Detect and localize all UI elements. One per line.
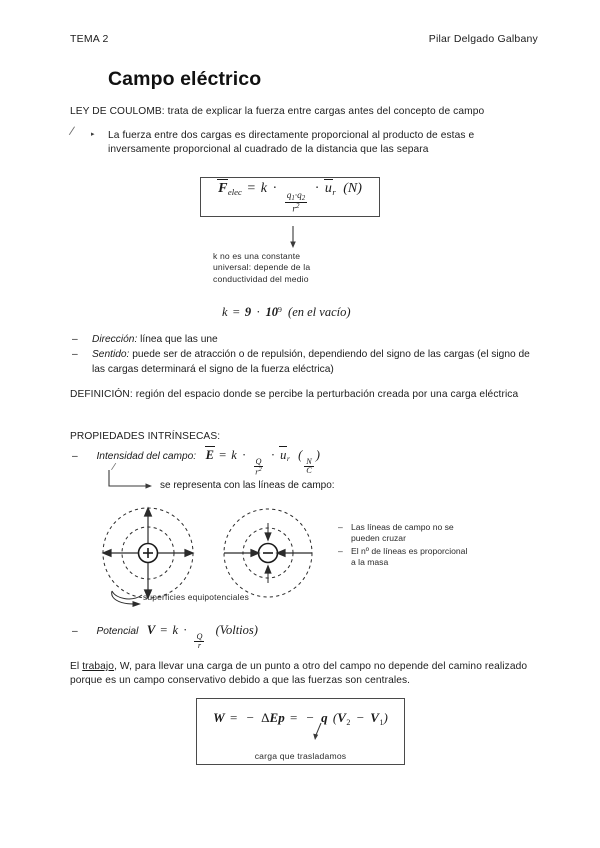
coulomb-intro-paragraph: LEY DE COULOMB: trata de explicar la fuerza entre cargas antes del concepto de campo [70,106,485,117]
elbow-arrow-icon [107,470,155,492]
work-paragraph-pre: El [70,661,83,672]
work-formula: W = − ΔEp = − q $(V_2 - V_1)$ [213,710,388,727]
negative-charge-group [224,509,312,597]
list-item [72,333,532,347]
work-paragraph [70,660,530,688]
header-left-text: TEMA 2 [70,33,109,45]
note-line: a la masa [351,557,389,568]
k-constant-note [213,251,343,285]
list-item [338,522,467,545]
dash-bullet-icon: – [72,451,78,462]
bullet-arrow-icon: ▸ [91,131,95,138]
potential-formula: V = k · $\frac{Q}{r}$ (Voltios) [146,623,258,651]
note-line: pueden cruzar [351,533,406,544]
intensity-formula: E = k · $\frac{Q}{r^2}$ · $u_r$ ( $\frac{N}{C}$ ) [205,448,320,477]
pen-slash-mark: / [69,123,75,139]
intensity-label: Intensidad del campo: [96,451,197,462]
work-paragraph-post: , W, para llevar una carga de un punto a otro del campo no depende del camino realizado porque es un campo conservativo debido a que las fuerzas son centrales. [70,661,528,687]
k-note-line-1: k no es una constante [213,251,301,261]
note-no-cross [351,522,467,545]
definition-paragraph: DEFINICIÓN: región del espacio donde se percibe la perturbación creada por una carga eléctrica [70,389,519,400]
k-note-line-2: universal: depende de la [213,262,311,273]
property-sentido [92,348,532,377]
equipotential-surfaces-label: superficies equipotenciales [143,592,249,602]
equipotential-leader-line [112,591,142,607]
note-line: El nº de líneas es proporcional [351,545,468,556]
note-line: Las líneas de campo no se [351,522,454,532]
property-description: línea que las une [137,334,218,345]
dash-bullet-icon: – [72,349,78,361]
work-formula-box [196,698,405,765]
page-title: Campo eléctrico [108,68,262,90]
note-proportional [351,546,467,569]
list-item [338,546,467,569]
annotation-arrow-down-icon [288,226,298,248]
coulomb-bullet-text: La fuerza entre dos cargas es directamente proporcional al producto de estas e inversamente proporcional al cuadrado de la distancia que las separa [108,130,475,156]
property-term: Dirección: [92,334,138,345]
property-term: Sentido: [92,349,130,361]
work-paragraph-underlined-term: trabajo [82,661,115,672]
header-right-author: Pilar Delgado Galbany [428,33,538,45]
property-direccion [92,333,532,347]
pen-slash-mark: / [111,461,116,474]
work-annotation-text: carga que trasladamos [254,751,347,761]
dash-bullet-icon: – [338,522,343,532]
coulomb-formula: $F_{elec} = k$ · $\frac{q_1\cdot q_2}{r^2}$ · $u_r$ (N) [218,181,362,214]
coulomb-formula-box [200,177,380,217]
dash-bullet-icon: – [72,626,78,637]
k-value-expression: $k = 9 \cdot 10^9$ (en el vacío) [222,304,351,319]
k-note-line-3: conductividad del medio [213,273,309,284]
potential-row [72,621,258,651]
property-description: puede ser de atracción o de repulsión, dependiendo del signo de las cargas (el signo de las cargas determinará el signo de la fuerza eléctrica) [92,349,530,375]
positive-charge-group [103,508,193,598]
list-item [72,348,532,377]
dash-bullet-icon: – [72,334,78,345]
potential-label: Potencial [96,626,139,637]
document-header [70,33,538,45]
field-lines-notes [338,522,467,569]
dash-bullet-icon: – [338,545,343,556]
field-lines-note: se representa con las líneas de campo: [160,480,335,491]
work-annotation-arrow-icon [312,723,324,743]
force-properties-list [72,333,532,377]
intrinsic-properties-heading: PROPIEDADES INTRÍNSECAS: [70,431,221,442]
